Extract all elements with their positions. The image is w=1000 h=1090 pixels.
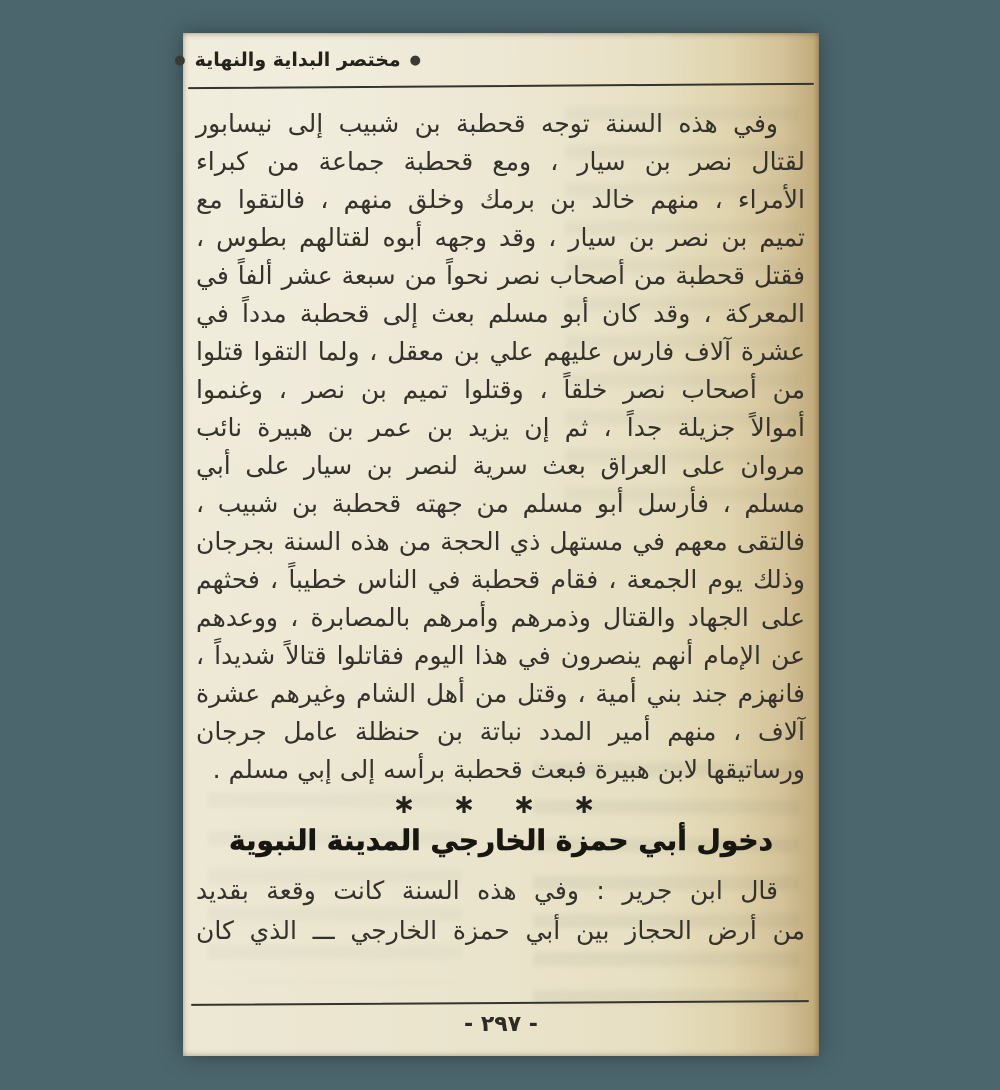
body-line: تميم بن نصر بن سيار ، وقد وجهه أبوه لقتالهم بطوس ، [196,223,805,252]
body-line: مروان على العراق بعث سرية لنصر بن سيار على أبي [196,451,805,480]
body-line: أموالاً جزيلة جداً ، ثم إن يزيد بن عمر بن هبيرة نائب [196,413,805,442]
page-number: - ٢٩٧ - [464,1012,538,1037]
body-text [196,105,805,789]
footer-rule [191,1000,809,1006]
body-line: المعركة ، وقد كان أبو مسلم بعث إلى قحطبة مدداً في [196,299,805,328]
header-bullet-icon: ● [174,52,186,68]
body-line: وذلك يوم الجمعة ، فقام قحطبة في الناس خطيباً ، فحثهم [196,565,805,594]
body-line: مسلم ، فأرسل أبو مسلم من جهته قحطبة بن شبيب ، [196,489,805,518]
body-line: عشرة آلاف فارس عليهم علي بن معقل ، ولما التقوا قتلوا [196,337,805,366]
body-line: فانهزم جند بني أمية ، وقتل من أهل الشام وغيرهم عشرة [196,679,805,708]
body-line: لقتال نصر بن سيار ، ومع قحطبة جماعة من كبراء [196,147,805,176]
body-line: فالتقى معهم في مستهل ذي الحجة من هذه السنة بجرجان [196,527,805,556]
header-rule [188,83,814,90]
book-title: مختصر البداية والنهاية [194,49,401,71]
book-page-scan [174,33,819,1056]
section-line: قال ابن جرير : وفي هذه السنة كانت وقعة بقديد [196,876,778,905]
running-head [174,49,421,71]
header-bullet-icon: ● [409,52,421,68]
body-line: من أصحاب نصر خلقاً ، وقتلوا تميم بن نصر ، وغنموا [196,375,805,404]
body-line: فقتل قحطبة من أصحاب نصر نحواً من سبعة عشر ألفاً في [196,261,805,290]
body-line: وفي هذه السنة توجه قحطبة بن شبيب إلى نيسابور [196,109,778,138]
body-line: عن الإمام أنهم ينصرون في هذا اليوم فقاتلوا قتالاً شديداً ، [196,641,805,670]
body-line: ورساتيقها لابن هبيرة فبعث قحطبة برأسه إلى إبي مسلم . [212,755,805,784]
ornament-separator: ∗ ∗ ∗ ∗ [392,789,610,820]
body-line: آلاف ، منهم أمير المدد نباتة بن حنظلة عامل جرجان [196,717,805,746]
section-heading: دخول أبي حمزة الخارجي المدينة النبوية [229,824,773,857]
section-line: من أرض الحجاز بين أبي حمزة الخارجي ـــ الذي كان [196,916,805,945]
body-line: على الجهاد والقتال وذمرهم وأمرهم بالمصابرة ، ووعدهم [196,603,805,632]
body-line: الأمراء ، منهم خالد بن برمك وخلق منهم ، فالتقوا مع [196,185,805,214]
section-text [196,871,805,951]
